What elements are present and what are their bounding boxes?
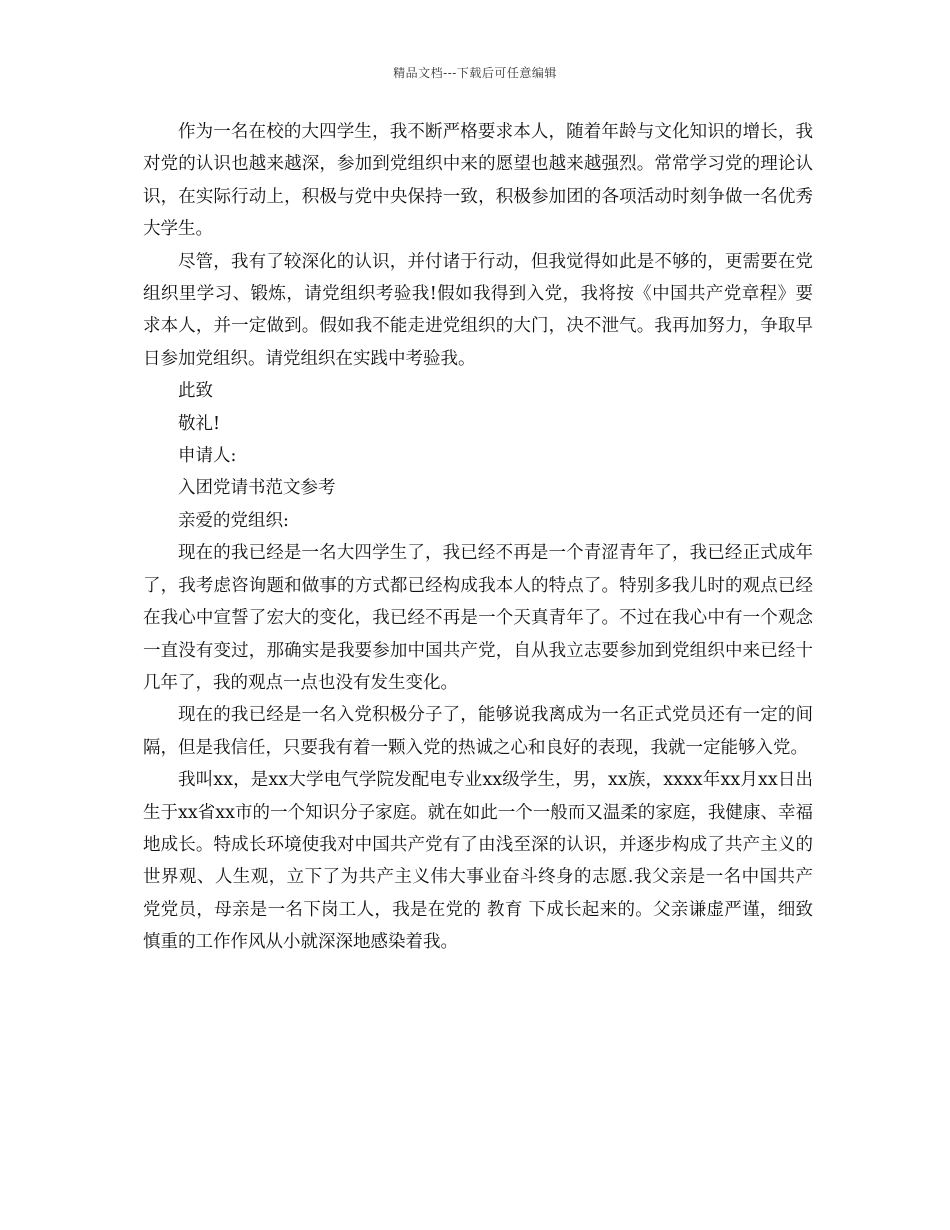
applicant-line: 申请人:: [178, 446, 237, 467]
paragraph: 作为一名在校的大四学生，我不断严格要求本人，随着年龄与文化知识的增长，我对党的认识也越来越深，参加到党组织中来的愿望也越来越强烈。常常学习党的理论认识，在实际行动上，积极与党中央保持一致，积极参加团的各项活动时刻争做一名优秀大学生。: [143, 122, 813, 240]
paragraph: 现在的我已经是一名入党积极分子了，能够说我离成为一名正式党员还有一定的间隔，但是我信任，只要我有着一颗入党的热诚之心和良好的表现，我就一定能够入党。: [143, 705, 813, 758]
paragraph: 我叫xx，是xx大学电气学院发配电专业xx级学生，男，xx族，xxxx年xx月xx日出生于xx省xx市的一个知识分子家庭。就在如此一个一般而又温柔的家庭，我健康、幸福地成长。特成长环境使我对中国共产党有了由浅至深的认识，并逐步构成了共产主义的世界观、人生观，立下了为共产主义伟大事业奋斗终身的志愿.我父亲是一名中国共产党党员，母亲是一名下岗工人，我是在党的 教育 下成长起来的。父亲谦虚严谨，细致慎重的工作作风从小就深深地感染着我。: [143, 770, 813, 953]
paragraph: 现在的我已经是一名大四学生了，我已经不再是一个青涩青年了，我已经正式成年了，我考虑咨询题和做事的方式都已经构成我本人的特点了。特别多我儿时的观点已经在我心中宣誓了宏大的变化，我已经不再是一个天真青年了。不过在我心中有一个观念一直没有变过，那确实是我要参加中国共产党，自从我立志要参加到党组织中来已经十几年了，我的观点一点也没有发生变化。: [143, 543, 813, 693]
closing-regards: 敬礼!: [178, 413, 221, 434]
paragraph: 尽管，我有了较深化的认识，并付诸于行动，但我觉得如此是不够的，更需要在党组织里学习、锻炼，请党组织考验我!假如我得到入党，我将按《中国共产党章程》要求本人，并一定做到。假如我不能走进党组织的大门，决不泄气。我再加努力，争取早日参加党组织。请党组织在实践中考验我。: [143, 251, 813, 369]
closing-salutation: 此致: [178, 381, 213, 402]
page-header: 精品文档---下载后可任意编辑: [393, 66, 557, 80]
section-title: 入团党请书范文参考: [178, 478, 336, 499]
greeting: 亲爱的党组织:: [178, 510, 289, 531]
document-body: [143, 116, 813, 959]
